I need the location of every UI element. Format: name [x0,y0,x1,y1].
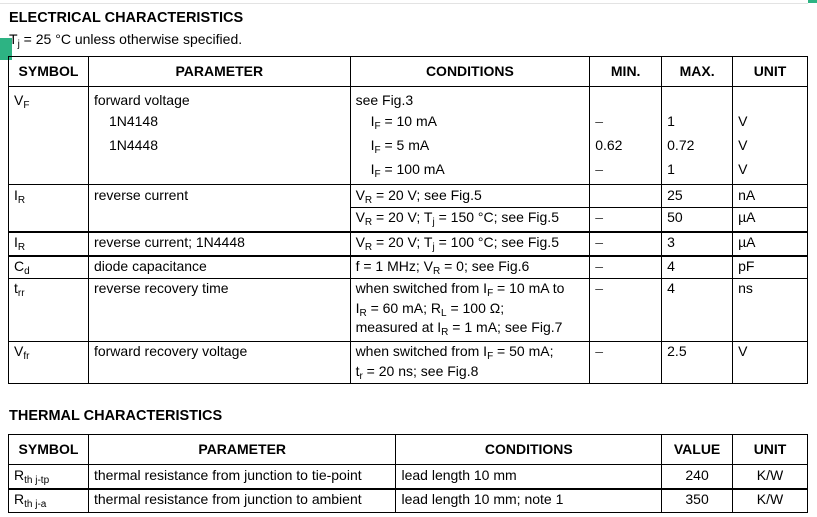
max-cell: 50 [662,208,733,232]
unit-cell: pF [733,256,808,279]
condition-cell: see Fig.3 [350,87,590,112]
min-cell: 0.62 [590,136,662,160]
condition-cell: f = 1 MHz; $V_R = 0$; see Fig.6 [350,256,590,279]
parameter-cell: reverse current [88,185,350,208]
table-row [9,279,808,342]
min-cell: – [590,112,662,136]
header-unit: UNIT [733,435,808,465]
table-row [9,112,808,136]
unit-cell: µA [733,208,808,232]
header-unit: UNIT [733,57,808,87]
parameter-cell: thermal resistance from junction to tie-point [88,465,396,489]
parameter-cell: reverse current; 1N4448 [88,232,350,256]
parameter-cell: forward voltage [88,87,350,112]
condition-cell: when switched from $I_F = 10$ mA to $I_R = 60$ mA; $R_L = 100$ Ω; measured at $I_R = 1$ mA; see Fig.7 [350,279,590,342]
table-row [9,489,808,513]
table-row [9,208,808,232]
value-cell: 240 [662,465,733,489]
symbol-cell: $V_F$ [14,92,30,111]
max-cell: 1 [662,160,733,185]
table-header-row [9,57,808,87]
electrical-title: ELECTRICAL CHARACTERISTICS [9,10,244,26]
header-value: VALUE [662,435,733,465]
min-cell: – [590,160,662,185]
symbol-cell: $R_{th j-a}$ [9,489,89,513]
table-row [9,160,808,185]
device-cell: 1N4148 [88,112,350,136]
max-cell: 4 [662,256,733,279]
symbol-cell: $I_R$ [9,185,89,208]
thermal-title: THERMAL CHARACTERISTICS [9,408,223,424]
unit-cell: K/W [733,489,808,513]
unit-cell: µA [733,232,808,256]
unit-cell: V [733,342,808,384]
min-cell [590,185,662,208]
header-parameter: PARAMETER [88,435,396,465]
header-max: MAX. [662,57,733,87]
table-row [9,232,808,256]
thermal-table [8,434,808,513]
device-cell [88,160,350,185]
min-cell: – [590,279,662,342]
table-row [9,256,808,279]
max-cell: 4 [662,279,733,342]
max-cell: 25 [662,185,733,208]
condition-cell: $V_R = 20$ V; $T_j = 100$ °C; see Fig.5 [350,232,590,256]
unit-cell: V [733,160,808,185]
parameter-cell: reverse recovery time [88,279,350,342]
symbol-cell: $C_d$ [9,256,89,279]
condition-cell: $V_R = 20$ V; $T_j = 150$ °C; see Fig.5 [350,208,590,232]
parameter-cell: diode capacitance [88,256,350,279]
unit-cell: K/W [733,465,808,489]
min-cell: – [590,342,662,384]
condition-cell: $I_F = 5$ mA [350,136,590,160]
device-cell: 1N4448 [88,136,350,160]
condition-cell: when switched from $I_F = 50$ mA; $t_r = 20$ ns; see Fig.8 [350,342,590,384]
symbol-cell: $t_{rr}$ [9,279,89,342]
unit-cell: V [733,112,808,136]
min-cell: – [590,232,662,256]
table-row [9,465,808,489]
min-cell: – [590,208,662,232]
condition-cell: $I_F = 10$ mA [350,112,590,136]
header-symbol: SYMBOL [9,57,89,87]
unit-cell: ns [733,279,808,342]
parameter-cell: thermal resistance from junction to ambient [88,489,396,513]
symbol-cell: $V_{fr}$ [9,342,89,384]
temperature-note: $T_j = 25$ °C unless otherwise specified. [9,31,243,50]
max-cell: 0.72 [662,136,733,160]
table-row [9,342,808,384]
table-row [9,136,808,160]
unit-cell: nA [733,185,808,208]
value-cell: 350 [662,489,733,513]
table-row [9,87,808,112]
condition-cell: $V_R = 20$ V; see Fig.5 [350,185,590,208]
unit-cell: V [733,136,808,160]
corner-accent [808,0,817,3]
condition-cell: lead length 10 mm; note 1 [396,489,662,513]
max-cell: 3 [662,232,733,256]
parameter-cell: forward recovery voltage [88,342,350,384]
header-conditions: CONDITIONS [396,435,662,465]
condition-cell: $I_F = 100$ mA [350,160,590,185]
symbol-cell: $R_{th j-tp}$ [14,467,50,486]
header-parameter: PARAMETER [88,57,350,87]
table-row [9,185,808,208]
symbol-cell: $I_R$ [9,232,89,256]
header-min: MIN. [590,57,662,87]
top-rule [0,3,808,4]
min-cell: – [590,256,662,279]
max-cell: 2.5 [662,342,733,384]
condition-cell: lead length 10 mm [396,465,662,489]
max-cell: 1 [662,112,733,136]
header-symbol: SYMBOL [9,435,89,465]
electrical-table [8,56,808,384]
table-header-row [9,435,808,465]
header-conditions: CONDITIONS [350,57,590,87]
